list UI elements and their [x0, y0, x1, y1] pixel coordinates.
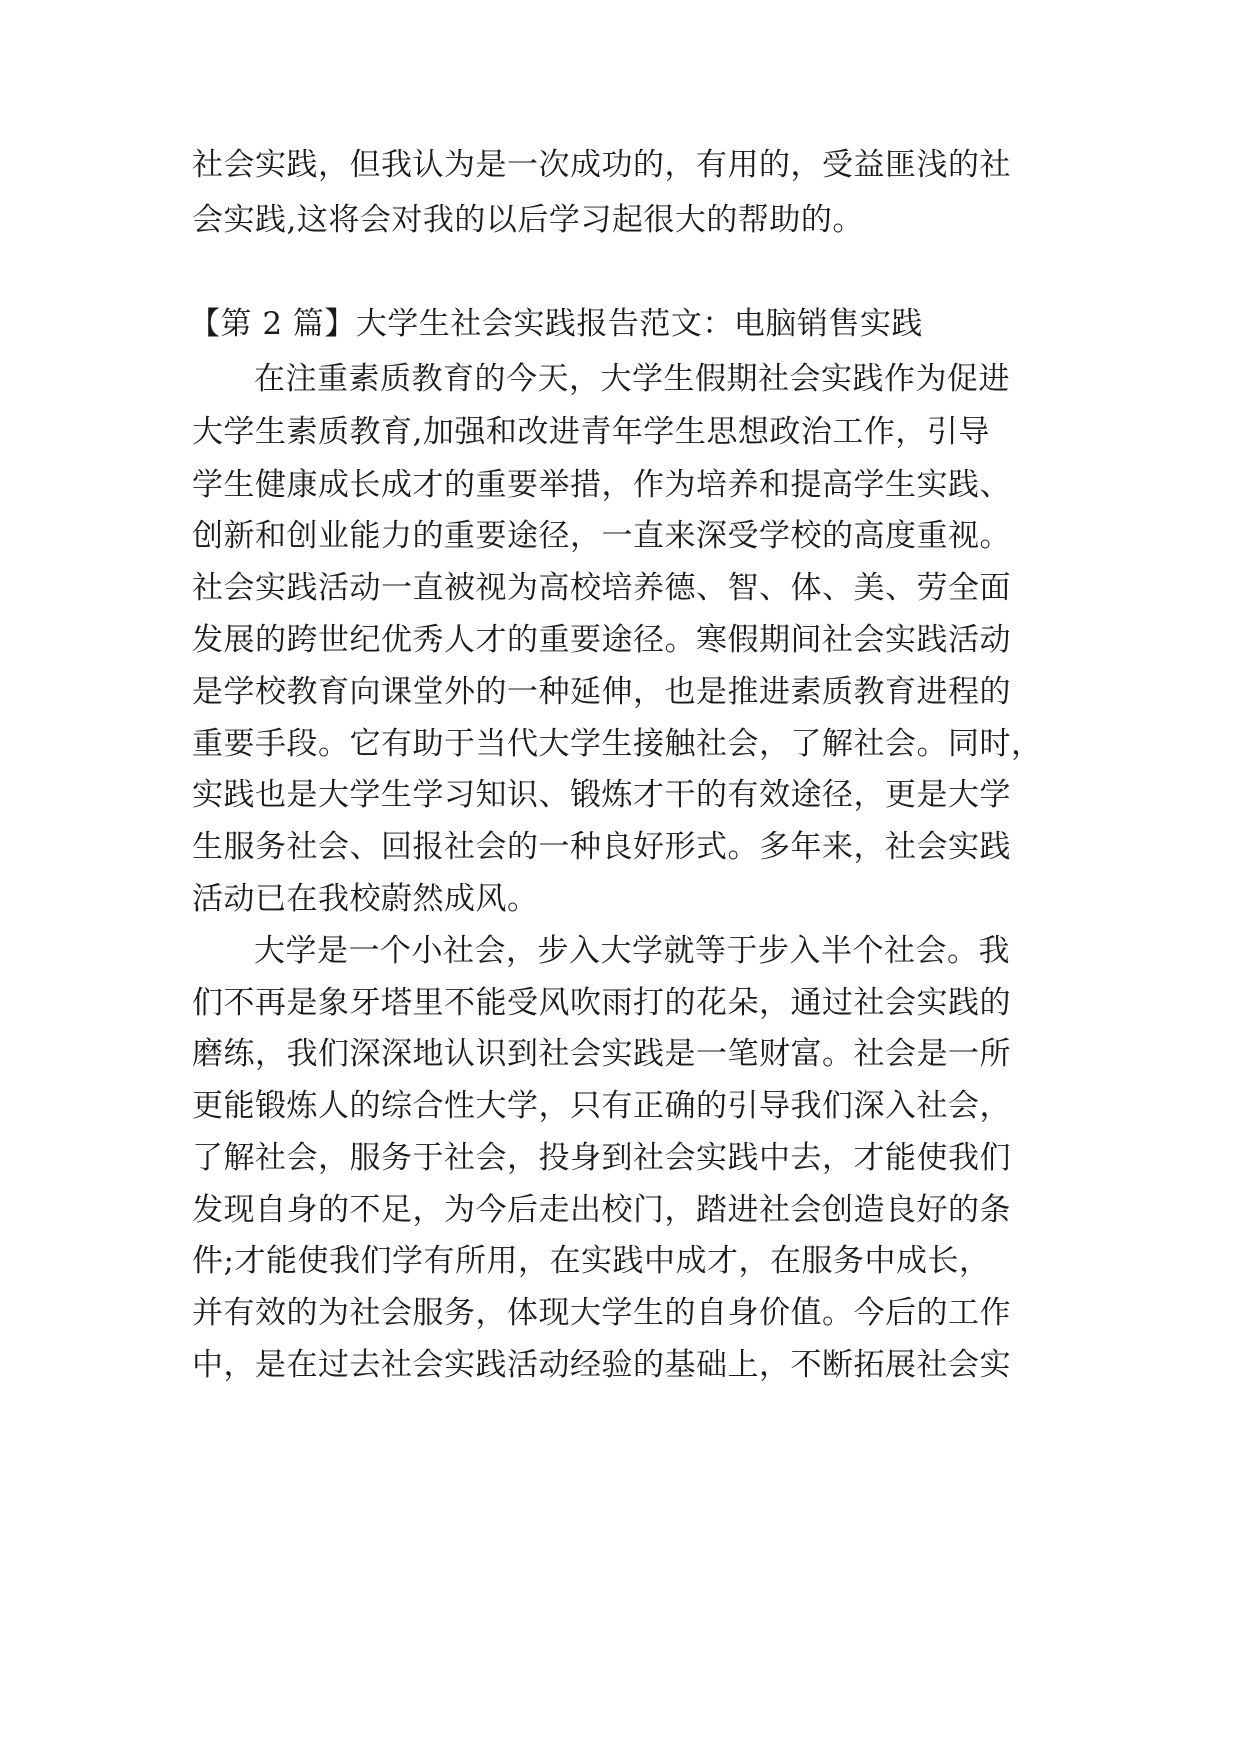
- text-line: 大学是一个小社会，步入大学就等于步入半个社会。我: [254, 933, 1010, 969]
- text-line: 社会实践活动一直被视为高校培养德、智、体、美、劳全面: [192, 570, 1011, 606]
- text-line: 学生健康成长成才的重要举措，作为培养和提高学生实践、: [192, 467, 1011, 503]
- text-line: 生服务社会、回报社会的一种良好形式。多年来，社会实践: [192, 829, 1011, 865]
- text-line: 实践也是大学生学习知识、锻炼才干的有效途径，更是大学: [192, 777, 1011, 813]
- text-line: 更能锻炼人的综合性大学，只有正确的引导我们深入社会，: [192, 1088, 1011, 1124]
- text-line: 们不再是象牙塔里不能受风吹雨打的花朵，通过社会实践的: [192, 985, 1011, 1021]
- text-line: 磨练，我们深深地认识到社会实践是一笔财富。社会是一所: [192, 1036, 1011, 1072]
- text-line: 并有效的为社会服务，体现大学生的自身价值。今后的工作: [192, 1295, 1011, 1331]
- text-line: 会实践,这将会对我的以后学习起很大的帮助的。: [192, 202, 864, 238]
- text-line: 大学生素质教育,加强和改进青年学生思想政治工作，引导: [192, 414, 990, 450]
- text-line: 件;才能使我们学有所用，在实践中成才，在服务中成长，: [192, 1243, 991, 1279]
- text-line: 在注重素质教育的今天，大学生假期社会实践作为促进: [254, 361, 1010, 397]
- text-line: 了解社会，服务于社会，投身到社会实践中去，才能使我们: [192, 1140, 1011, 1176]
- text-line: 发现自身的不足，为今后走出校门，踏进社会创造良好的条: [192, 1192, 1011, 1228]
- text-line: 重要手段。它有助于当代大学生接触社会，了解社会。同时，: [192, 726, 1043, 762]
- text-line: 中，是在过去社会实践活动经验的基础上，不断拓展社会实: [192, 1347, 1011, 1383]
- text-line: 创新和创业能力的重要途径，一直来深受学校的高度重视。: [192, 518, 1011, 554]
- text-line: 社会实践，但我认为是一次成功的，有用的，受益匪浅的社: [192, 147, 1011, 183]
- text-line: 活动已在我校蔚然成风。: [192, 881, 539, 917]
- text-line: 发展的跨世纪优秀人才的重要途径。寒假期间社会实践活动: [192, 622, 1011, 658]
- text-line: 是学校教育向课堂外的一种延伸，也是推进素质教育进程的: [192, 674, 1011, 710]
- section-heading: 【第 2 篇】大学生社会实践报告范文：电脑销售实践: [189, 306, 923, 342]
